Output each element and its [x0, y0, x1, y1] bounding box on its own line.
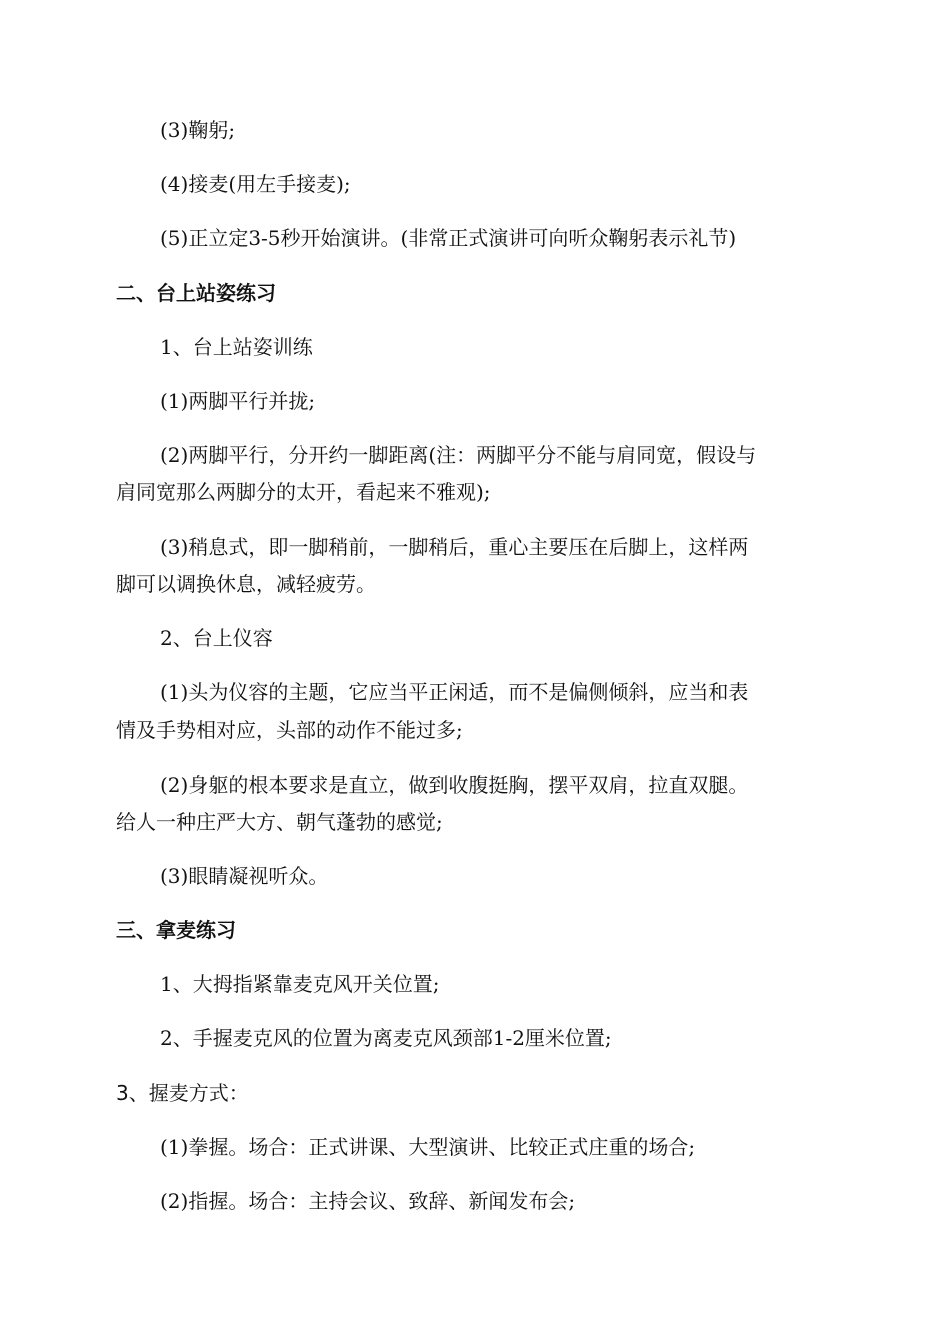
subsection-title: 2、台上仪容 [160, 626, 273, 650]
paragraph: (1)两脚平行并拢; [160, 389, 316, 413]
subsection-item: 2、手握麦克风的位置为离麦克风颈部1-2厘米位置; [160, 1026, 612, 1050]
paragraph: (3)鞠躬; [160, 118, 236, 142]
paragraph: (3)稍息式，即一脚稍前，一脚稍后，重心主要压在后脚上，这样两 [160, 535, 749, 559]
paragraph: (2)指握。场合：主持会议、致辞、新闻发布会; [160, 1189, 576, 1213]
paragraph: (3)眼睛凝视听众。 [160, 864, 329, 888]
section-heading: 二、台上站姿练习 [116, 281, 276, 305]
paragraph: (5)正立定3-5秒开始演讲。(非常正式演讲可向听众鞠躬表示礼节) [160, 226, 737, 250]
paragraph: (1)头为仪容的主题，它应当平正闲适，而不是偏侧倾斜，应当和表 [160, 680, 749, 704]
paragraph-continuation: 情及手势相对应，头部的动作不能过多; [116, 718, 463, 742]
paragraph-continuation: 给人一种庄严大方、朝气蓬勃的感觉; [116, 810, 443, 834]
subsection-title: 1、台上站姿训练 [160, 335, 313, 359]
subsection-item: 1、大拇指紧靠麦克风开关位置; [160, 972, 440, 996]
paragraph: (4)接麦(用左手接麦); [160, 172, 351, 196]
section-heading: 三、拿麦练习 [116, 918, 236, 942]
subsection-title: 3、握麦方式： [116, 1081, 249, 1105]
paragraph-continuation: 脚可以调换休息，减轻疲劳。 [116, 572, 376, 596]
paragraph: (1)拳握。场合：正式讲课、大型演讲、比较正式庄重的场合; [160, 1135, 696, 1159]
paragraph-continuation: 肩同宽那么两脚分的太开，看起来不雅观); [116, 480, 491, 504]
paragraph: (2)两脚平行，分开约一脚距离(注：两脚平分不能与肩同宽，假设与 [160, 443, 757, 467]
paragraph: (2)身躯的根本要求是直立，做到收腹挺胸，摆平双肩，拉直双腿。 [160, 773, 749, 797]
